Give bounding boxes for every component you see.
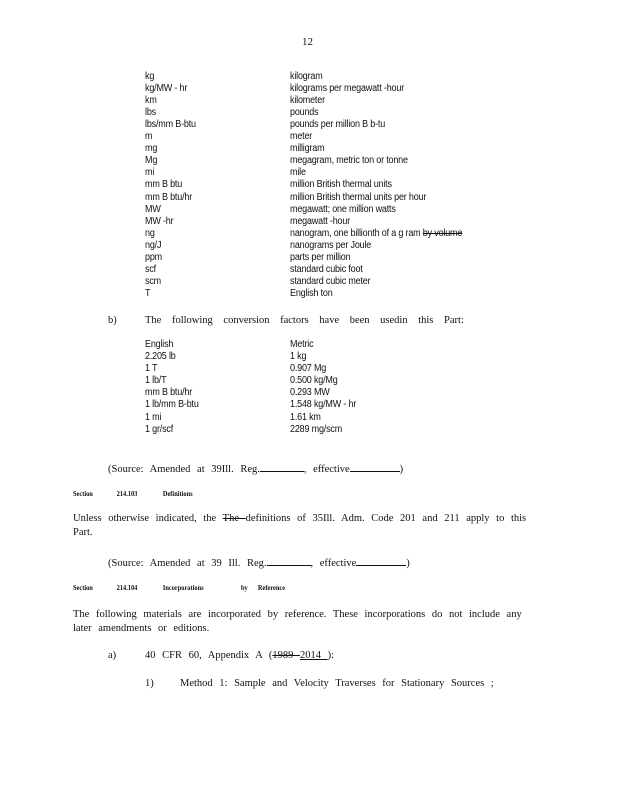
- section-104-heading: [73, 584, 285, 592]
- abbr-meaning-struck: by volume: [422, 228, 463, 239]
- conversion-metric: 0.907 Mg: [290, 363, 327, 374]
- conversion-english: 1 gr/scf: [145, 424, 174, 435]
- conversion-english: 1 mi: [145, 412, 162, 423]
- conversion-metric: 1 kg: [290, 351, 307, 362]
- section-103-title: Definitions: [162, 489, 193, 498]
- abbr-term: T: [145, 288, 151, 299]
- abbr-term: kg/MW - hr: [145, 83, 188, 94]
- abbr-meaning: kilograms per megawatt -hour: [290, 83, 405, 94]
- item-a-post: ):: [327, 650, 335, 661]
- conversion-header-english: English: [145, 339, 174, 350]
- abbr-term: lbs: [145, 107, 156, 118]
- abbr-term: mm B btu/hr: [145, 192, 193, 203]
- item-a-pre: 40 CFR 60, Appendix A (: [145, 650, 273, 661]
- section-104-title-1: Incorporations: [162, 583, 204, 592]
- abbr-term: scf: [145, 264, 156, 275]
- abbr-term: ng: [145, 228, 155, 239]
- section-103-number: 214.103: [116, 489, 138, 498]
- source-note-1-post: ): [399, 464, 404, 475]
- item-a-text: [145, 651, 334, 662]
- abbr-term: Mg: [145, 155, 158, 166]
- abbr-meaning: kilogram: [290, 71, 323, 82]
- source-note-2-post: ): [406, 558, 410, 569]
- conversion-english: 2.205 lb: [145, 351, 176, 362]
- abbr-meaning-text: nanogram, one billionth of a g ram: [290, 228, 423, 239]
- abbr-term: MW -hr: [145, 216, 174, 227]
- abbr-meaning: nanograms per Joule: [290, 240, 372, 251]
- incorporations-line2: later amendments or editions.: [73, 623, 210, 634]
- abbr-meaning: [290, 229, 462, 239]
- section-103-prefix: Section: [73, 489, 93, 498]
- abbr-term: mi: [145, 167, 155, 178]
- abbr-meaning: standard cubic meter: [290, 276, 371, 287]
- definitions-line2: Part.: [73, 527, 93, 538]
- section-104-prefix: Section: [73, 583, 93, 592]
- abbr-term: mg: [145, 143, 158, 154]
- conversion-english: 1 T: [145, 363, 158, 374]
- abbr-meaning: megawatt -hour: [290, 216, 351, 227]
- source-note-1-pre: (Source: Amended at 39Ill. Reg.: [108, 464, 260, 475]
- source-note-2-pre: (Source: Amended at 39 Ill. Reg.: [108, 558, 267, 569]
- item-1-label: 1): [145, 678, 154, 689]
- conversion-english: mm B btu/hr: [145, 387, 193, 398]
- item-1-text: Method 1: Sample and Velocity Traverses for Stationary Sources ;: [180, 678, 494, 689]
- abbr-meaning: kilometer: [290, 95, 325, 106]
- effective-blank: [356, 556, 406, 566]
- effective-blank: [350, 462, 400, 472]
- reg-blank: [267, 556, 311, 566]
- abbr-term: m: [145, 131, 153, 142]
- item-a-label: a): [108, 650, 117, 661]
- abbr-term: mm B btu: [145, 179, 183, 190]
- section-104-title-3: Reference: [257, 583, 286, 592]
- abbr-meaning: million British thermal units: [290, 179, 392, 190]
- abbr-term: scm: [145, 276, 161, 287]
- abbr-meaning: pounds: [290, 107, 319, 118]
- abbr-term: km: [145, 95, 157, 106]
- abbr-meaning: English ton: [290, 288, 333, 299]
- abbr-term: kg: [145, 71, 155, 82]
- abbr-term: ng/J: [145, 240, 162, 251]
- abbr-meaning: standard cubic foot: [290, 264, 363, 275]
- abbr-meaning: pounds per million B b-tu: [290, 119, 386, 130]
- conversion-metric: 0.293 MW: [290, 387, 330, 398]
- definitions-struck-text: The: [222, 513, 246, 524]
- abbr-meaning: milligram: [290, 143, 325, 154]
- section-104-number: 214.104: [116, 583, 138, 592]
- reg-blank: [260, 462, 304, 472]
- conversion-metric: 0.500 kg/Mg: [290, 375, 338, 386]
- conversion-header-metric: Metric: [290, 339, 314, 350]
- conversion-english: 1 lb/mm B-btu: [145, 399, 199, 410]
- page-number: 12: [302, 36, 313, 48]
- conversion-metric: 1.61 km: [290, 412, 321, 423]
- abbr-meaning: megagram, metric ton or tonne: [290, 155, 408, 166]
- abbr-meaning: parts per million: [290, 252, 351, 263]
- conversion-english: 1 lb/T: [145, 375, 167, 386]
- source-note-2: [108, 556, 410, 570]
- abbr-meaning: mile: [290, 167, 306, 178]
- definitions-paragraph: [73, 514, 526, 525]
- definitions-line1-post: definitions of 35Ill. Adm. Code 201 and 211 apply to this: [245, 513, 527, 524]
- source-note-1: [108, 462, 403, 476]
- abbr-meaning: million British thermal units per hour: [290, 192, 427, 203]
- conversion-metric: 2289 mg/scm: [290, 424, 343, 435]
- definitions-line1-pre: Unless otherwise indicated, the: [73, 513, 223, 524]
- source-note-1-mid: , effective: [303, 464, 350, 475]
- section-103-heading: [73, 490, 193, 498]
- abbr-term: ppm: [145, 252, 162, 263]
- incorporations-line1: The following materials are incorporated by reference. These incorporations do not include any: [73, 609, 522, 620]
- conversion-metric: 1.548 kg/MW - hr: [290, 399, 357, 410]
- item-a-struck-year: 1989: [272, 650, 300, 661]
- source-note-2-mid: , effective: [310, 558, 357, 569]
- abbr-meaning: megawatt; one million watts: [290, 204, 396, 215]
- abbr-term: lbs/mm B-btu: [145, 119, 196, 130]
- section-104-title-2: by: [240, 583, 248, 592]
- abbr-meaning: meter: [290, 131, 313, 142]
- section-b-text: The following conversion factors have been usedin this Part:: [145, 315, 464, 326]
- item-a-new-year: 2014: [299, 650, 328, 661]
- abbr-term: MW: [145, 204, 161, 215]
- section-b-label: b): [108, 315, 117, 326]
